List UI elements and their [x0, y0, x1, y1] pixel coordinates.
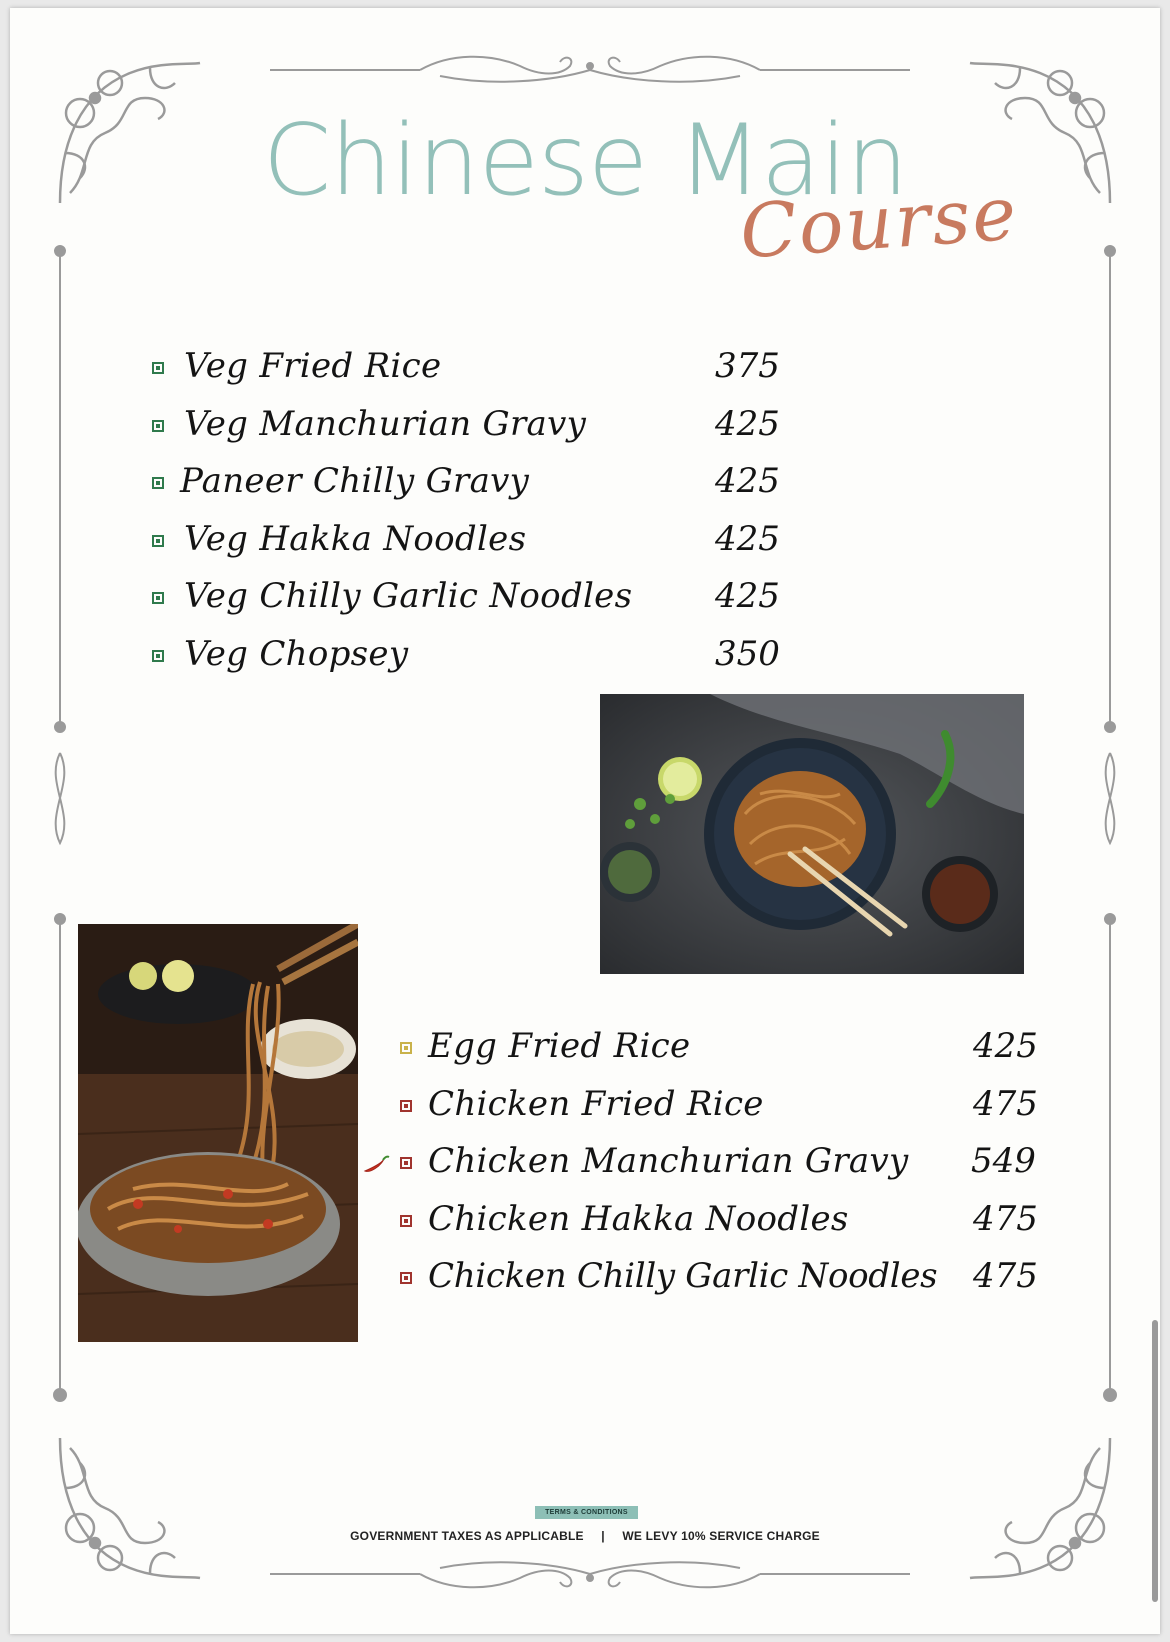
- menu-item-price: 425: [715, 576, 780, 616]
- nonveg-menu-list: [360, 1026, 1060, 1314]
- menu-item-name: Egg Fried Rice: [428, 1026, 691, 1066]
- tax-note: GOVERNMENT TAXES AS APPLICABLE: [350, 1529, 584, 1543]
- menu-item-price: 375: [715, 346, 780, 386]
- menu-item: [360, 1026, 1060, 1084]
- menu-item-price: 475: [973, 1198, 1038, 1239]
- nonveg-marker-icon: [400, 1272, 412, 1284]
- veg-menu-list: [140, 346, 790, 691]
- menu-item-price: 475: [973, 1083, 1038, 1124]
- menu-item-price: 425: [715, 461, 780, 501]
- footer-notes: [10, 1529, 1160, 1543]
- menu-item: [140, 461, 790, 519]
- veg-marker-icon: [152, 535, 164, 547]
- menu-item: [140, 404, 790, 462]
- menu-item: [360, 1141, 1060, 1199]
- menu-item-name: Chicken Fried Rice: [428, 1083, 764, 1124]
- menu-item-price: 425: [715, 403, 780, 444]
- menu-page: [10, 8, 1160, 1634]
- menu-item-name: Chicken Hakka Noodles: [428, 1198, 849, 1239]
- menu-item-price: 350: [715, 633, 780, 674]
- menu-item-name: Chicken Chilly Garlic Noodles: [428, 1256, 938, 1296]
- chili-pepper-icon: [362, 1153, 390, 1175]
- veg-marker-icon: [152, 362, 164, 374]
- menu-item: [360, 1084, 1060, 1142]
- egg-marker-icon: [400, 1042, 412, 1054]
- menu-item-name: Paneer Chilly Gravy: [180, 461, 530, 501]
- veg-marker-icon: [152, 420, 164, 432]
- page-subtitle-script: Course: [737, 170, 1021, 276]
- corner-ornament-bottom-left: [50, 1428, 210, 1588]
- nonveg-marker-icon: [400, 1157, 412, 1169]
- menu-item-name: Veg Chopsey: [184, 633, 409, 674]
- veg-marker-icon: [152, 650, 164, 662]
- page-title: Chinese Main: [262, 104, 908, 218]
- menu-item-name: Veg Fried Rice: [184, 346, 442, 386]
- veg-marker-icon: [152, 477, 164, 489]
- right-border-line: [1100, 243, 1120, 1403]
- menu-item-name: Chicken Manchurian Gravy: [428, 1141, 909, 1181]
- vertical-scrollbar[interactable]: [1152, 1320, 1158, 1602]
- menu-item-price: 425: [715, 518, 780, 559]
- corner-ornament-bottom-right: [960, 1428, 1120, 1588]
- menu-item: [140, 346, 790, 404]
- menu-item-name: Veg Hakka Noodles: [184, 518, 527, 559]
- terms-badge: TERMS & CONDITIONS: [535, 1506, 638, 1519]
- nonveg-marker-icon: [400, 1215, 412, 1227]
- left-border-line: [50, 243, 70, 1403]
- footer-separator: |: [601, 1529, 605, 1543]
- veg-marker-icon: [152, 592, 164, 604]
- menu-item-price: 549: [971, 1141, 1036, 1181]
- menu-item: [140, 634, 790, 692]
- menu-item: [360, 1256, 1060, 1314]
- nonveg-marker-icon: [400, 1100, 412, 1112]
- noodles-bowl-photo: [600, 694, 1024, 974]
- menu-item-price: 425: [973, 1026, 1038, 1066]
- menu-item: [140, 576, 790, 634]
- bottom-flourish-ornament: [270, 1556, 910, 1596]
- menu-item: [140, 519, 790, 577]
- top-flourish-ornament: [270, 48, 910, 88]
- menu-item-name: Veg Chilly Garlic Noodles: [184, 576, 633, 616]
- menu-item-price: 475: [973, 1256, 1038, 1296]
- menu-item-name: Veg Manchurian Gravy: [184, 403, 587, 444]
- noodles-chopsticks-photo: [78, 924, 358, 1342]
- menu-item: [360, 1199, 1060, 1257]
- service-charge-note: WE LEVY 10% SERVICE CHARGE: [622, 1529, 820, 1543]
